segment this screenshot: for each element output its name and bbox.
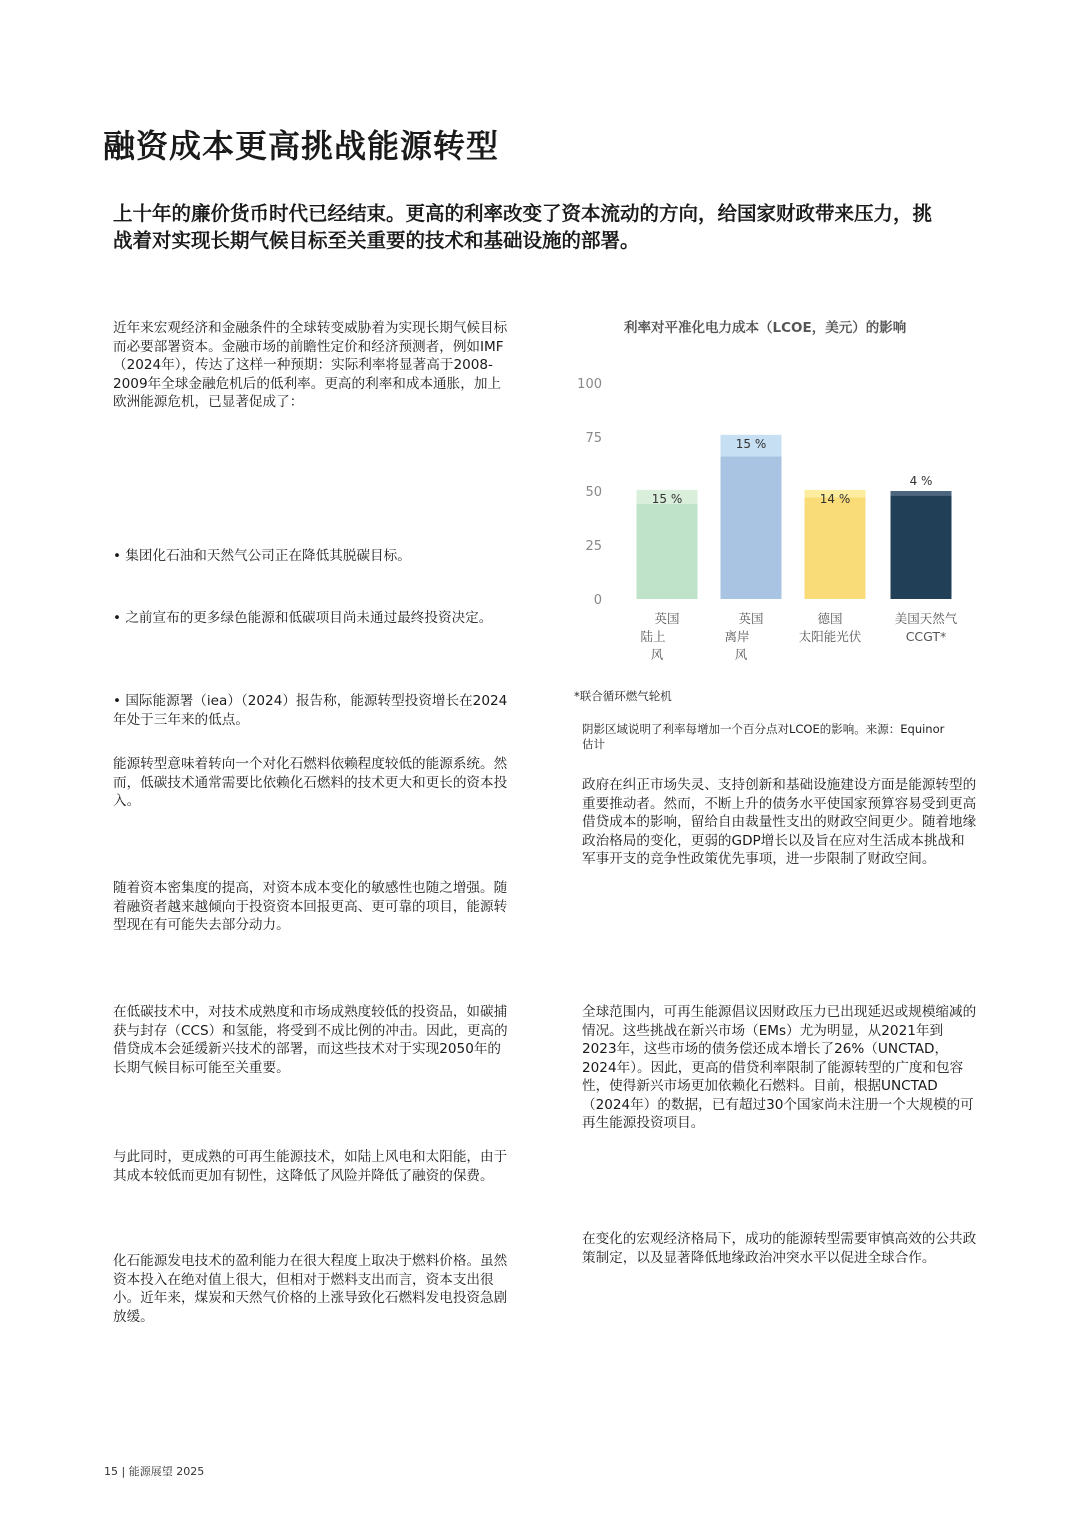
left-paragraph-2: 能源转型意味着转向一个对化石燃料依赖程度较低的能源系统。然而，低碳技术通常需要比依赖化石燃料的技术更大和更长的资本投入。 — [113, 756, 508, 809]
y-tick-label: 75 — [585, 431, 602, 446]
category-label: 陆上 — [640, 629, 666, 644]
y-tick-label: 50 — [585, 485, 602, 500]
left-paragraph-3: 随着资本密集度的提高，对资本成本变化的敏感性也随之增强。随着融资者越来越倾向于投资资本回报更高、更可靠的项目，能源转型现在有可能失去部分动力。 — [113, 880, 508, 933]
bar-base — [805, 497, 866, 599]
data-label: 14 % — [819, 491, 851, 506]
category-label: 离岸 — [724, 629, 750, 644]
lead-paragraph: 上十年的廉价货币时代已经结束。更高的利率改变了资本流动的方向，给国家财政带来压力，挑战着对实现长期气候目标至关重要的技术和基础设施的部署。 — [113, 202, 933, 252]
page-title: 融资成本更高挑战能源转型 — [103, 127, 500, 165]
chart-footnote: *联合循环燃气轮机 — [574, 689, 672, 703]
category-label: 德国 — [817, 611, 843, 626]
left-paragraph-6: 化石能源发电技术的盈利能力在很大程度上取决于燃料价格。虽然资本投入在绝对值上很大，但相对于燃料支出而言，资本支出很小。近年来，煤炭和天然气价格的上涨导致化石燃料发电投资急剧放缓。 — [113, 1253, 508, 1325]
category-label: 美国天然气 — [894, 611, 958, 626]
y-tick-label: 25 — [585, 539, 602, 554]
data-label: 15 % — [651, 491, 683, 506]
category-label: 英国 — [738, 611, 764, 626]
data-label: 15 % — [735, 436, 767, 451]
category-label: 太阳能光伏 — [798, 629, 862, 644]
category-label: CCGT* — [905, 629, 947, 644]
right-paragraph-1: 政府在纠正市场失灵、支持创新和基础设施建设方面是能源转型的重要推动者。然而，不断上升的债务水平使国家预算容易受到更高借贷成本的影响，留给自由裁量性支出的财政空间更少。随着地缘政治格局的变化，更弱的GDP增长以及旨在应对生活成本挑战和军事开支的竞争性政策优先事项，进一步限制了财政空间。 — [582, 777, 977, 867]
bullet-3: • 国际能源署（iea）（2024）报告称，能源转型投资增长在2024年处于三年来的低点。 — [113, 693, 508, 728]
data-label: 4 % — [909, 474, 933, 488]
right-paragraph-3: 在变化的宏观经济格局下，成功的能源转型需要审慎高效的公共政策制定，以及显著降低地缘政治冲突水平以促进全球合作。 — [582, 1231, 977, 1266]
category-label: 风 — [650, 647, 664, 662]
bar-shaded — [891, 491, 952, 495]
bar-base — [637, 504, 698, 599]
category-label: 英国 — [654, 611, 680, 626]
category-label: 风 — [734, 647, 748, 662]
bar-base — [721, 456, 782, 599]
right-paragraph-2: 全球范围内，可再生能源倡议因财政压力已出现延迟或规模缩减的情况。这些挑战在新兴市场（EMs）尤为明显，从2021年到2023年，这些市场的债务偿还成本增长了26%（UNCTAD，2024年）。因此，更高的借贷利率限制了能源转型的广度和包容性，使得新兴市场更加依赖化石燃料。目前，根据UNCTAD（2024年）的数据，已有超过30个国家尚未注册一个大规模的可再生能源投资项目。 — [582, 1004, 977, 1131]
bullet-2: • 之前宣布的更多绿色能源和低碳项目尚未通过最终投资决定。 — [113, 610, 493, 626]
page-footer: 15 | 能源展望 2025 — [104, 1465, 205, 1478]
y-tick-label: 0 — [593, 593, 602, 608]
chart-source-note: 阴影区域说明了利率每增加一个百分点对LCOE的影响。来源：Equinor估计 — [582, 722, 945, 751]
bar-base — [891, 495, 952, 599]
y-tick-label: 100 — [577, 377, 602, 392]
left-paragraph-1: 近年来宏观经济和金融条件的全球转变威胁着为实现长期气候目标而必要部署资本。金融市场的前瞻性定价和经济预测者，例如IMF（2024年），传达了这样一种预期：实际利率将显著高于2008-2009年全球金融危机后的低利率。更高的利率和成本通胀，加上欧洲能源危机，已显著促成了： — [113, 320, 508, 410]
chart-title: 利率对平准化电力成本（LCOE，美元）的影响 — [624, 320, 907, 336]
bullet-1: • 集团化石油和天然气公司正在降低其脱碳目标。 — [113, 548, 411, 564]
lcoe-bar-chart — [560, 365, 980, 670]
left-paragraph-5: 与此同时，更成熟的可再生能源技术，如陆上风电和太阳能，由于其成本较低而更加有韧性，这降低了风险并降低了融资的保费。 — [113, 1149, 508, 1184]
left-paragraph-4: 在低碳技术中，对技术成熟度和市场成熟度较低的投资品，如碳捕获与封存（CCS）和氢能，将受到不成比例的冲击。因此，更高的借贷成本会延缓新兴技术的部署，而这些技术对于实现2050年的长期气候目标可能至关重要。 — [113, 1004, 508, 1076]
